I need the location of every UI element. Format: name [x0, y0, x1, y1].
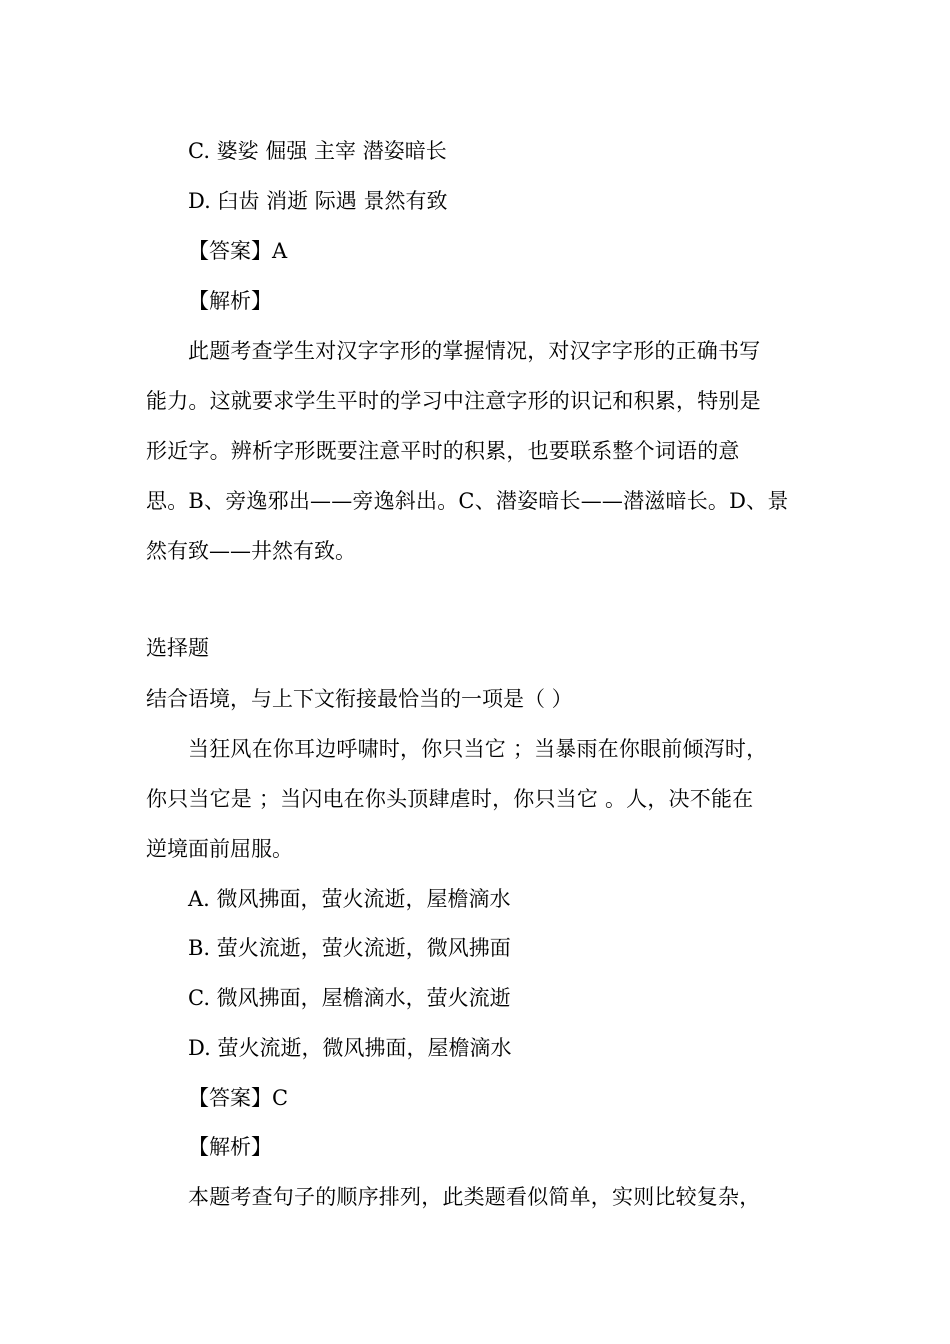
q2-option-d: D. 萤火流逝，微风拂面，屋檐滴水: [188, 1036, 512, 1060]
q2-passage-line: 你只当它是 ；当闪电在你头顶肆虐时，你只当它 。人，决不能在: [146, 787, 754, 811]
q1-analysis-label: 【解析】: [188, 289, 272, 313]
q2-option-c: C. 微风拂面，屋檐滴水，萤火流逝: [188, 986, 511, 1010]
q1-option-d: D. 臼齿 消逝 际遇 景然有致: [188, 189, 448, 213]
q2-analysis-line: 本题考查句子的顺序排列，此类题看似简单，实则比较复杂，: [188, 1185, 761, 1209]
q2-option-b: B. 萤火流逝，萤火流逝，微风拂面: [188, 936, 511, 960]
q2-passage-line: 当狂风在你耳边呼啸时，你只当它 ；当暴雨在你眼前倾泻时，: [188, 737, 768, 761]
q1-analysis-line: 此题考查学生对汉字字形的掌握情况，对汉字字形的正确书写: [188, 339, 761, 363]
q1-answer: 【答案】A: [188, 239, 288, 263]
q2-passage-line: 逆境面前屈服。: [146, 837, 293, 861]
q2-stem: 结合语境，与上下文衔接最恰当的一项是（ ）: [146, 687, 573, 711]
q1-option-c: C. 婆娑 倔强 主宰 潜姿暗长: [188, 139, 447, 163]
q1-analysis-line: 形近字。辨析字形既要注意平时的积累，也要联系整个词语的意: [146, 439, 740, 463]
q2-answer: 【答案】C: [188, 1086, 289, 1110]
q1-analysis-line: 然有致——井然有致。: [146, 539, 356, 563]
q2-analysis-label: 【解析】: [188, 1135, 272, 1159]
q2-option-a: A. 微风拂面，萤火流逝，屋檐滴水: [188, 887, 511, 911]
q1-analysis-line: 思。B、旁逸邪出——旁逸斜出。C、潜姿暗长——潜滋暗长。D、景: [146, 489, 789, 513]
q1-analysis-line: 能力。这就要求学生平时的学习中注意字形的识记和积累，特别是: [146, 389, 761, 413]
q2-type-label: 选择题: [146, 636, 209, 660]
